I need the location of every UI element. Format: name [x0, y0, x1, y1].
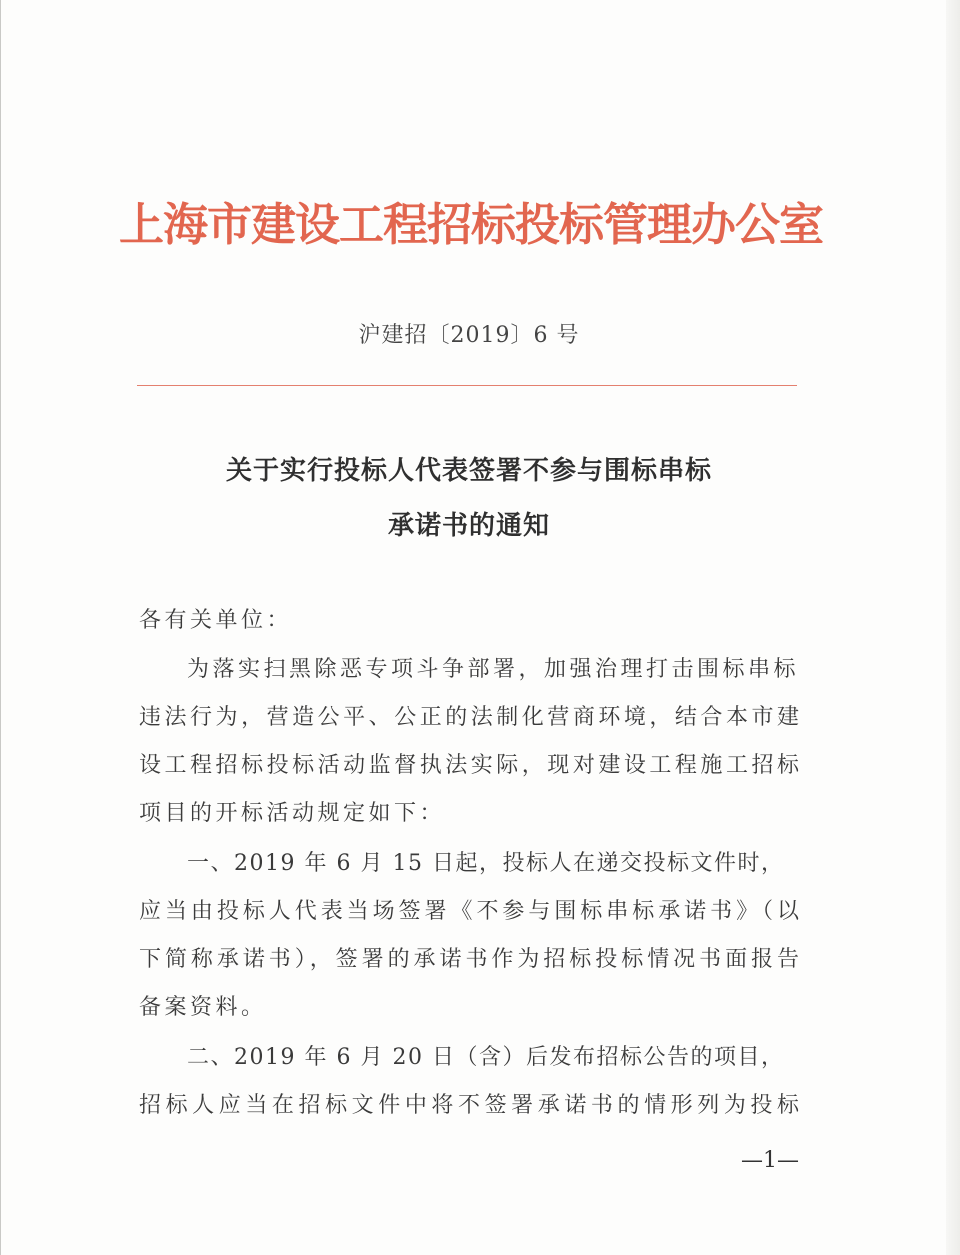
document-title-line-1: 关于实行投标人代表签署不参与围标串标	[225, 456, 712, 486]
issuing-organization-header: 上海市建设工程招标投标管理办公室	[118, 198, 823, 251]
page-number: —1—	[741, 1148, 799, 1173]
body-line-9: 二、2019 年 6 月 20 日（含）后发布招标公告的项目，	[187, 1045, 785, 1070]
body-line-4: 项目的开标活动规定如下：	[139, 801, 446, 826]
body-line-6: 应当由投标人代表当场签署《不参与围标串标承诺书》（以	[139, 899, 799, 924]
page-edge-shadow	[946, 0, 960, 1255]
body-line-7: 下简称承诺书），签署的承诺书作为招标投标情况书面报告	[139, 947, 799, 972]
document-title-line-2: 承诺书的通知	[387, 511, 550, 541]
document-number: 沪建招〔2019〕6 号	[358, 323, 580, 348]
body-line-2: 违法行为，营造公平、公正的法制化营商环境，结合本市建	[139, 705, 799, 730]
body-line-3: 设工程招标投标活动监督执法实际，现对建设工程施工招标	[139, 753, 799, 778]
body-line-8: 备案资料。	[139, 995, 267, 1020]
body-line-5: 一、2019 年 6 月 15 日起，投标人在递交投标文件时，	[187, 851, 785, 876]
body-line-1: 为落实扫黑除恶专项斗争部署，加强治理打击围标串标	[187, 657, 800, 682]
red-divider-line	[137, 385, 797, 386]
body-line-10: 招标人应当在招标文件中将不签署承诺书的情形列为投标	[139, 1093, 799, 1118]
salutation: 各有关单位：	[139, 608, 293, 633]
